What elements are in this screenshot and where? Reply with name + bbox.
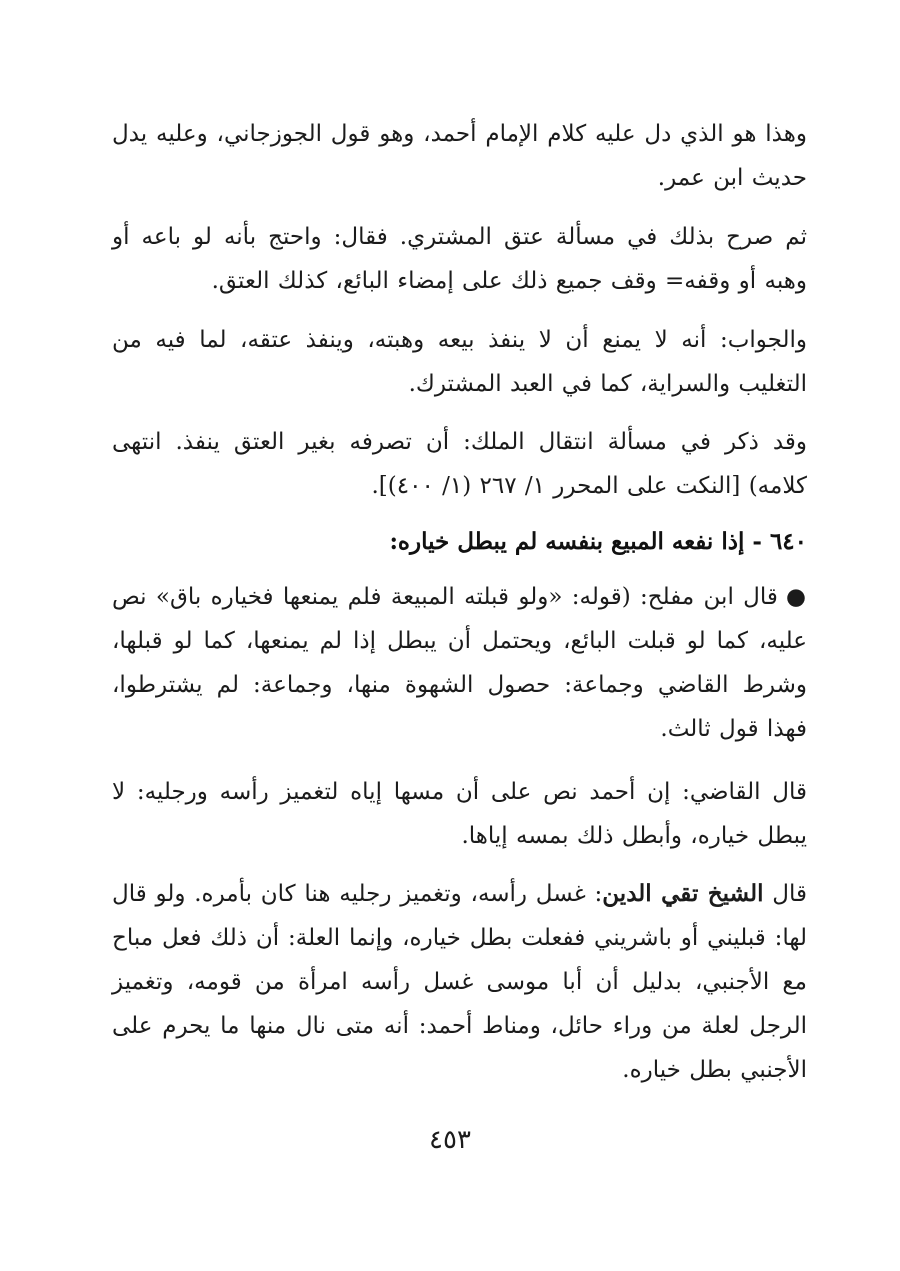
paragraph-6: قال القاضي: إن أحمد نص على أن مسها إياه لتغميز رأسه ورجليه: لا يبطل خياره، وأبطل ذلك بمسه إياها. bbox=[112, 779, 807, 849]
paragraph-1: وهذا هو الذي دل عليه كلام الإمام أحمد، وهو قول الجوزجاني، وعليه يدل حديث ابن عمر. bbox=[112, 121, 807, 191]
paragraph-7 bbox=[112, 872, 807, 1092]
paragraph-4: وقد ذكر في مسألة انتقال الملك: أن تصرفه بغير العتق ينفذ. انتهى كلامه) [النكت على المحرر ١/ ٢٦٧ (١/ ٤٠٠)]. bbox=[112, 429, 807, 499]
paragraph-3: والجواب: أنه لا يمنع أن لا ينفذ بيعه وهبته، وينفذ عتقه، لما فيه من التغليب والسراية، كما في العبد المشترك. bbox=[112, 327, 807, 397]
bullet-icon: ● bbox=[785, 583, 807, 610]
paragraph-5 bbox=[112, 575, 807, 751]
page-number: ٤٥٣ bbox=[429, 1125, 471, 1155]
paragraph-7-bold-name: الشيخ تقي الدين bbox=[602, 880, 764, 907]
section-heading: ٦٤٠ - إذا نفعه المبيع بنفسه لم يبطل خياره: bbox=[389, 528, 807, 555]
paragraph-2: ثم صرح بذلك في مسألة عتق المشتري. فقال: واحتج بأنه لو باعه أو وهبه أو وقفه= وقف جميع ذلك على إمضاء البائع، كذلك العتق. bbox=[112, 224, 807, 294]
paragraph-7-rest: : غسل رأسه، وتغميز رجليه هنا كان بأمره. ولو قال لها: قبليني أو باشريني ففعلت بطل خياره، وإنما العلة: أن ذلك فعل مباح مع الأجنبي، بدليل أن أبا موسى غسل رأسه امرأة من قومه، وتغميز الرجل لعلة من وراء حائل، ومناط أحمد: أنه متى نال منها ما يحرم على الأجنبي بطل خياره. bbox=[112, 881, 807, 1083]
paragraph-7-prefix: قال bbox=[772, 881, 807, 907]
paragraph-5-text: قال ابن مفلح: (قوله: «ولو قبلته المبيعة فلم يمنعها فخياره باق» نص عليه، كما لو قبلت البائع، ويحتمل أن يبطل إذا لم يمنعها، كما لو قبلها، وشرط القاضي وجماعة: حصول الشهوة منها، وجماعة: لم يشترطوا، فهذا قول ثالث. bbox=[112, 584, 807, 742]
